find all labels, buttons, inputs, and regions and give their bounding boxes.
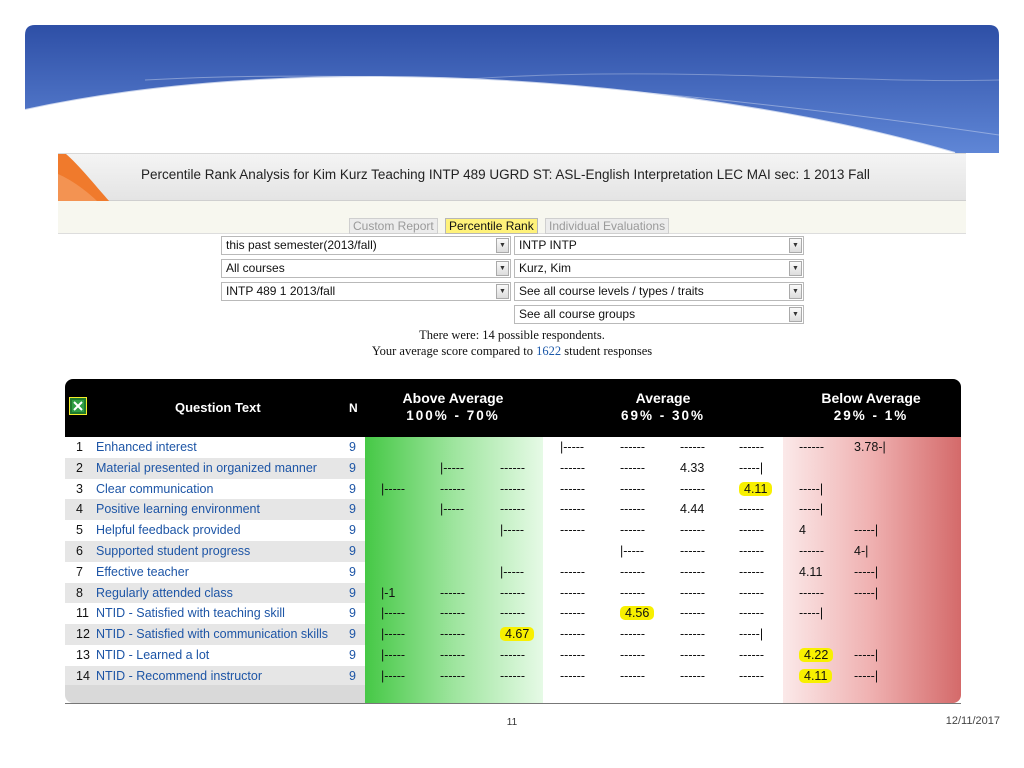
dropdown-arrow-icon: ▼ <box>789 284 802 299</box>
rank-cell: ------ <box>799 585 824 600</box>
table-row <box>65 499 961 520</box>
n-value: 9 <box>349 481 356 496</box>
highlighted-score: 4.56 <box>620 606 654 620</box>
rank-cell: ------ <box>500 606 525 621</box>
rank-cell: |----- <box>440 502 465 517</box>
above-average-header <box>365 390 541 424</box>
rank-cell: ------ <box>739 502 764 517</box>
rank-cell: ------ <box>739 648 764 662</box>
rank-cell: ------ <box>799 544 824 558</box>
rank-cell <box>739 482 799 496</box>
question-link[interactable]: Clear communication <box>96 481 214 496</box>
n-value: 9 <box>349 585 356 600</box>
rank-cell: -----| <box>854 523 879 538</box>
table-row <box>65 437 961 458</box>
courses-select[interactable] <box>221 259 511 278</box>
course-groups-select[interactable] <box>514 305 804 324</box>
rank-cell: ------ <box>620 440 645 454</box>
rank-cell: ------ <box>620 564 645 579</box>
page-number: 11 <box>506 717 518 728</box>
rank-cell: ------ <box>560 460 585 475</box>
rank-cell: ------ <box>500 585 525 600</box>
question-link[interactable]: Enhanced interest <box>96 440 197 454</box>
rank-cell: ------ <box>739 668 764 683</box>
rank-cell: ------ <box>560 668 585 683</box>
rank-cell: ------ <box>500 502 525 517</box>
n-value: 9 <box>349 460 356 475</box>
highlighted-score: 4.22 <box>799 648 833 662</box>
course-levels-select-value: See all course levels / types / traits <box>519 284 704 298</box>
percentile-table <box>65 379 961 703</box>
rank-cell: |----- <box>381 648 406 662</box>
rank-cell: ------ <box>620 523 645 538</box>
rank-cell: ------ <box>620 627 645 642</box>
rank-cell: |----- <box>440 460 465 475</box>
department-select-value: INTP INTP <box>519 238 577 252</box>
row-number: 5 <box>76 523 83 538</box>
rank-cell: -----| <box>854 585 879 600</box>
n-value: 9 <box>349 627 356 642</box>
instructor-select-value: Kurz, Kim <box>519 261 572 275</box>
rank-cell: ------ <box>440 627 465 642</box>
rank-cell: |----- <box>381 481 406 496</box>
rank-cell: ------ <box>440 606 465 621</box>
rank-cell: ------ <box>680 648 705 662</box>
row-number: 2 <box>76 460 83 475</box>
rank-cell: 4-| <box>854 544 869 558</box>
highlighted-score: 4.11 <box>739 482 772 496</box>
rank-cell: ------ <box>799 440 824 454</box>
rank-cell: ------ <box>560 627 585 642</box>
rank-cell: ------ <box>680 668 705 683</box>
row-number: 8 <box>76 585 83 600</box>
rank-cell: |-1 <box>381 585 396 600</box>
dropdown-arrow-icon: ▼ <box>789 238 802 253</box>
n-value: 9 <box>349 668 356 683</box>
rank-cell: 3.78-| <box>854 440 886 454</box>
responses-suffix: student responses <box>564 344 653 358</box>
responses-count: 1622 <box>536 344 562 358</box>
rank-cell: -----| <box>854 648 879 662</box>
highlighted-score: 4.67 <box>500 627 534 641</box>
rank-cell: ------ <box>440 585 465 600</box>
rank-cell: ------ <box>680 585 705 600</box>
semester-select[interactable] <box>221 236 511 255</box>
rank-cell: ------ <box>680 544 705 558</box>
rank-cell: ------ <box>680 564 705 579</box>
row-number: 1 <box>76 440 83 454</box>
rank-cell: ------ <box>500 460 525 475</box>
table-row <box>65 603 961 624</box>
row-number: 7 <box>76 564 83 579</box>
rank-cell: ------ <box>680 606 705 621</box>
n-header: N <box>349 401 358 415</box>
tab-individual-evaluations[interactable]: Individual Evaluations <box>545 218 669 234</box>
rank-cell: ------ <box>500 668 525 683</box>
question-link[interactable]: NTID - Satisfied with teaching skill <box>96 606 285 621</box>
dropdown-arrow-icon: ▼ <box>496 238 509 253</box>
rank-cell: 4.11 <box>799 564 823 579</box>
rank-cell: ------ <box>560 481 585 496</box>
report-header <box>58 153 966 201</box>
table-footer <box>65 685 365 703</box>
header-accent-graphic <box>58 154 110 202</box>
rank-cell: ------ <box>680 440 705 454</box>
below-average-header <box>781 390 961 424</box>
table-row <box>65 583 961 604</box>
row-number: 6 <box>76 544 83 558</box>
report-title: Percentile Rank Analysis for Kim Kurz Teaching INTP 489 UGRD ST: ASL-English Interpretation LEC MAI sec: 1 2013 Fall <box>141 167 870 182</box>
slide-banner <box>25 25 999 153</box>
course-groups-select-value: See all course groups <box>519 307 636 321</box>
table-row <box>65 624 961 645</box>
question-link[interactable]: Supported student progress <box>96 544 251 558</box>
rank-cell: 4.44 <box>680 502 705 517</box>
question-link[interactable]: Regularly attended class <box>96 585 233 600</box>
table-row <box>65 666 961 687</box>
rank-cell: ------ <box>739 523 764 538</box>
table-row <box>65 562 961 583</box>
highlighted-score: 4.11 <box>799 669 832 683</box>
rank-cell <box>620 606 680 620</box>
table-row <box>65 645 961 666</box>
responses-prefix: Your average score compared to <box>371 344 534 358</box>
rank-cell: ------ <box>680 627 705 642</box>
rank-cell: -----| <box>799 502 824 517</box>
rank-cell: ------ <box>620 460 645 475</box>
rank-cell: ------ <box>620 648 645 662</box>
banner-wave-graphic <box>25 25 999 153</box>
n-value: 9 <box>349 440 356 454</box>
rank-cell: ------ <box>739 606 764 621</box>
below-average-range: 29% - 1% <box>833 408 909 423</box>
n-value: 9 <box>349 502 356 517</box>
rank-cell: -----| <box>854 668 879 683</box>
rank-cell: ------ <box>560 564 585 579</box>
n-value: 9 <box>349 648 356 662</box>
average-range: 69% - 30% <box>620 408 706 423</box>
row-number: 11 <box>76 606 89 621</box>
slide-date: 12/11/2017 <box>945 715 1000 727</box>
rank-cell: ------ <box>680 523 705 538</box>
rank-cell: ------ <box>440 668 465 683</box>
table-row <box>65 520 961 541</box>
question-link[interactable]: NTID - Learned a lot <box>96 648 210 662</box>
above-average-title: Above Average <box>402 390 504 406</box>
question-link[interactable]: Helpful feedback provided <box>96 523 241 538</box>
row-number: 3 <box>76 481 83 496</box>
section-select-value: INTP 489 1 2013/fall <box>226 284 336 298</box>
rank-cell: |----- <box>381 668 406 683</box>
question-link[interactable]: NTID - Recommend instructor <box>96 668 263 683</box>
row-number: 12 <box>76 627 90 642</box>
rank-cell: -----| <box>799 606 824 621</box>
rank-cell: ------ <box>739 564 764 579</box>
rank-cell <box>500 627 560 641</box>
tab-custom-report[interactable]: Custom Report <box>349 218 438 234</box>
dropdown-arrow-icon: ▼ <box>496 261 509 276</box>
table-row <box>65 458 961 479</box>
n-value: 9 <box>349 564 356 579</box>
below-average-title: Below Average <box>821 390 921 406</box>
responses-compared-text <box>0 344 1024 359</box>
average-header <box>565 390 761 424</box>
rank-cell: ------ <box>680 481 705 496</box>
question-link[interactable]: Material presented in organized manner <box>96 460 317 475</box>
report-tabs <box>58 201 966 234</box>
above-average-range: 100% - 70% <box>406 408 500 423</box>
respondents-count-text: There were: 14 possible respondents. <box>419 328 605 342</box>
rank-cell <box>799 669 859 683</box>
rank-cell: -----| <box>739 460 764 475</box>
rank-cell: ------ <box>560 585 585 600</box>
rank-cell: ------ <box>620 585 645 600</box>
dropdown-arrow-icon: ▼ <box>789 307 802 322</box>
rank-cell: ------ <box>440 481 465 496</box>
semester-select-value: this past semester(2013/fall) <box>226 238 377 252</box>
course-levels-select[interactable] <box>514 282 804 301</box>
tab-percentile-rank[interactable]: Percentile Rank <box>445 218 538 234</box>
section-select[interactable] <box>221 282 511 301</box>
rank-cell: |----- <box>381 606 406 621</box>
rank-cell: ------ <box>500 481 525 496</box>
question-link[interactable]: Effective teacher <box>96 564 189 579</box>
rank-cell: |----- <box>500 564 525 579</box>
rank-cell: |----- <box>500 523 525 538</box>
rank-cell: ------ <box>739 440 764 454</box>
row-number: 4 <box>76 502 83 517</box>
rank-cell: -----| <box>799 481 824 496</box>
average-title: Average <box>635 390 691 406</box>
rank-cell: ------ <box>560 502 585 517</box>
rank-cell: ------ <box>620 481 645 496</box>
rank-cell: ------ <box>440 648 465 662</box>
rank-cell: ------ <box>620 502 645 517</box>
table-header <box>65 379 961 437</box>
rank-cell: ------ <box>560 648 585 662</box>
row-number: 14 <box>76 668 90 683</box>
rank-cell: ------ <box>739 544 764 558</box>
rank-cell: ------ <box>620 668 645 683</box>
table-row <box>65 541 961 562</box>
rank-cell: |----- <box>560 440 585 454</box>
rank-cell: |----- <box>381 627 406 642</box>
instructor-select[interactable] <box>514 259 804 278</box>
rank-cell: -----| <box>854 564 879 579</box>
row-number: 13 <box>76 648 90 662</box>
excel-export-icon[interactable] <box>69 397 87 415</box>
question-link[interactable]: NTID - Satisfied with communication skills <box>96 627 329 642</box>
rank-cell: 4.33 <box>680 460 705 475</box>
table-row <box>65 479 961 500</box>
rank-cell: -----| <box>739 627 764 642</box>
rank-cell: ------ <box>560 606 585 621</box>
dropdown-arrow-icon: ▼ <box>496 284 509 299</box>
slide-divider <box>65 703 961 704</box>
rank-cell: ------ <box>560 523 585 538</box>
dropdown-arrow-icon: ▼ <box>789 261 802 276</box>
rank-cell: ------ <box>500 648 525 662</box>
rank-cell: ------ <box>739 585 764 600</box>
department-select[interactable] <box>514 236 804 255</box>
n-value: 9 <box>349 606 356 621</box>
rank-cell: |----- <box>620 544 645 558</box>
rank-cell <box>799 648 859 662</box>
rank-cell: 4 <box>799 523 806 538</box>
courses-select-value: All courses <box>226 261 285 275</box>
question-text-header: Question Text <box>175 400 261 415</box>
n-value: 9 <box>349 523 356 538</box>
question-link[interactable]: Positive learning environment <box>96 502 260 517</box>
n-value: 9 <box>349 544 356 558</box>
